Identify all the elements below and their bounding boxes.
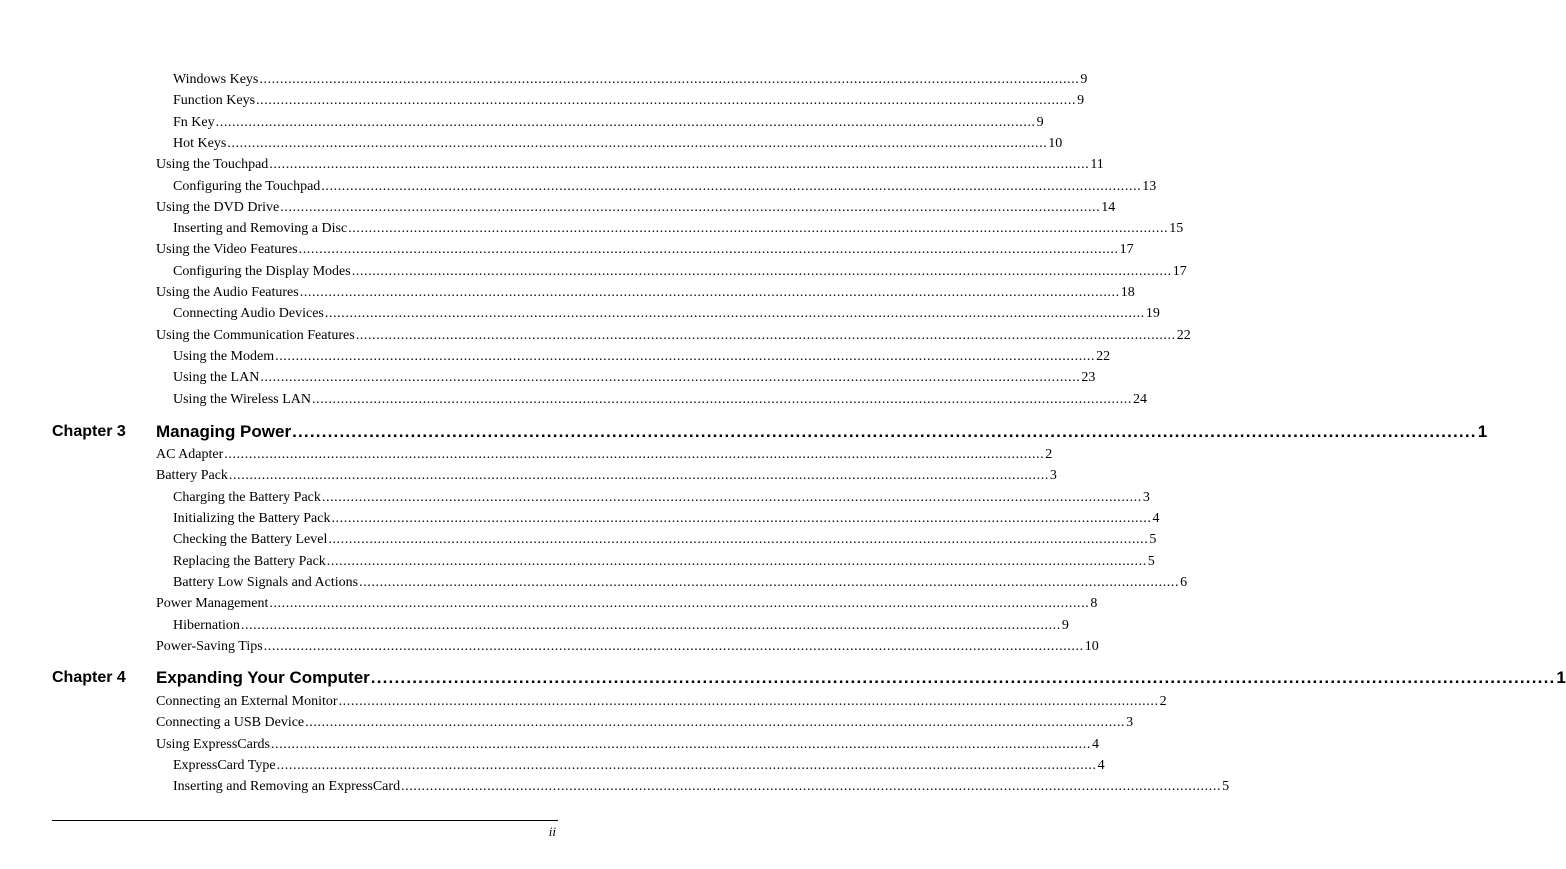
toc-entry bbox=[173, 531, 1157, 548]
toc-entry bbox=[156, 327, 1191, 344]
chapter-title: Managing Power bbox=[156, 422, 292, 441]
dot-leader: ........................................................................................................................................................................................................ bbox=[324, 306, 1145, 321]
dot-leader: ........................................................................................................................................................................................................ bbox=[401, 779, 1222, 794]
dot-leader: ........................................................................................................................................................................................................ bbox=[348, 221, 1169, 236]
footer-page-number: ii bbox=[548, 824, 556, 839]
dot-leader: ........................................................................................................................................................................................................ bbox=[328, 532, 1149, 547]
toc-entry-title: Configuring the Touchpad bbox=[173, 179, 321, 194]
toc-entry bbox=[156, 241, 1134, 258]
dot-leader: ........................................................................................................................................................................................................ bbox=[263, 639, 1084, 654]
toc-entry-title: Connecting an External Monitor bbox=[156, 694, 338, 709]
toc-entry-title: Hibernation bbox=[173, 618, 240, 633]
toc-entry bbox=[173, 617, 1069, 634]
toc-entry bbox=[173, 778, 1230, 795]
dot-leader: ........................................................................................................................................................................................................ bbox=[292, 422, 1477, 441]
toc-entry-title: Configuring the Display Modes bbox=[173, 264, 351, 279]
dot-leader: ........................................................................................................................................................................................................ bbox=[280, 200, 1101, 215]
toc-entry-page: 11 bbox=[1090, 157, 1104, 172]
toc-entry bbox=[173, 178, 1157, 195]
toc-entry bbox=[173, 220, 1184, 237]
toc-entry-page: 9 bbox=[1077, 93, 1085, 108]
toc-entry-title: Charging the Battery Pack bbox=[173, 490, 321, 505]
dot-leader: ........................................................................................................................................................................................................ bbox=[228, 468, 1049, 483]
dot-leader: ........................................................................................................................................................................................................ bbox=[259, 72, 1080, 87]
dot-leader: ........................................................................................................................................................................................................ bbox=[270, 737, 1091, 752]
dot-leader: ........................................................................................................................................................................................................ bbox=[321, 490, 1142, 505]
dot-leader: ........................................................................................................................................................................................................ bbox=[321, 179, 1142, 194]
toc-entry bbox=[173, 135, 1063, 152]
dot-leader: ........................................................................................................................................................................................................ bbox=[298, 242, 1119, 257]
toc-entry bbox=[173, 391, 1147, 408]
toc-entry bbox=[156, 693, 1167, 710]
toc-entry bbox=[156, 156, 1104, 173]
toc-entry bbox=[156, 736, 1099, 753]
dot-leader: ........................................................................................................................................................................................................ bbox=[276, 758, 1097, 773]
toc-entry-page: 4 bbox=[1097, 758, 1105, 773]
chapter-heading bbox=[156, 422, 1488, 442]
toc-entry-title: Function Keys bbox=[173, 93, 256, 108]
toc-entry bbox=[156, 199, 1116, 216]
toc-entry-title: Battery Pack bbox=[156, 468, 228, 483]
toc-entry-page: 6 bbox=[1180, 575, 1188, 590]
toc-entry-page: 4 bbox=[1152, 511, 1160, 526]
toc-entry-page: 13 bbox=[1142, 179, 1157, 194]
toc-entry bbox=[173, 92, 1085, 109]
dot-leader: ........................................................................................................................................................................................................ bbox=[256, 93, 1077, 108]
dot-leader: ........................................................................................................................................................................................................ bbox=[299, 285, 1120, 300]
toc-entry-page: 22 bbox=[1096, 349, 1111, 364]
toc-entry-title: ExpressCard Type bbox=[173, 758, 276, 773]
toc-entry-title: Hot Keys bbox=[173, 136, 227, 151]
toc-entry-title: Fn Key bbox=[173, 115, 215, 130]
toc-entry-page: 9 bbox=[1036, 115, 1044, 130]
dot-leader: ........................................................................................................................................................................................................ bbox=[224, 447, 1045, 462]
chapter-heading bbox=[156, 668, 1566, 688]
toc-entry-page: 3 bbox=[1126, 715, 1134, 730]
toc-entry-page: 5 bbox=[1222, 779, 1230, 794]
dot-leader: ........................................................................................................................................................................................................ bbox=[240, 618, 1061, 633]
dot-leader: ........................................................................................................................................................................................................ bbox=[370, 668, 1556, 687]
toc-entry-title: Connecting a USB Device bbox=[156, 715, 305, 730]
toc-entry-title: Power Management bbox=[156, 596, 269, 611]
toc-entry-title: Using the Audio Features bbox=[156, 285, 299, 300]
toc-entry bbox=[173, 553, 1155, 570]
toc-entry-page: 3 bbox=[1049, 468, 1057, 483]
dot-leader: ........................................................................................................................................................................................................ bbox=[338, 694, 1159, 709]
dot-leader: ........................................................................................................................................................................................................ bbox=[215, 115, 1036, 130]
toc-entry-page: 14 bbox=[1101, 200, 1116, 215]
chapter-page: 1 bbox=[1556, 668, 1566, 687]
toc-entry-page: 10 bbox=[1084, 639, 1099, 654]
toc-entry-title: Using the DVD Drive bbox=[156, 200, 280, 215]
toc-entry-page: 8 bbox=[1090, 596, 1098, 611]
toc-entry-page: 15 bbox=[1169, 221, 1184, 236]
toc-entry bbox=[156, 638, 1099, 655]
toc-entry bbox=[156, 446, 1053, 463]
toc-entry-title: Using ExpressCards bbox=[156, 737, 270, 752]
toc-entry bbox=[173, 305, 1160, 322]
toc-entry-page: 5 bbox=[1149, 532, 1157, 547]
toc-entry-title: Using the Video Features bbox=[156, 242, 298, 257]
toc-entry-page: 19 bbox=[1145, 306, 1160, 321]
toc-entry-page: 17 bbox=[1172, 264, 1187, 279]
toc-entry-title: Checking the Battery Level bbox=[173, 532, 328, 547]
dot-leader: ........................................................................................................................................................................................................ bbox=[355, 328, 1176, 343]
chapter-label: Chapter 4 bbox=[52, 669, 126, 686]
toc-entry-page: 18 bbox=[1120, 285, 1135, 300]
toc-entry-page: 2 bbox=[1159, 694, 1167, 709]
toc-entry-page: 9 bbox=[1080, 72, 1088, 87]
toc-entry-page: 10 bbox=[1048, 136, 1063, 151]
toc-entry bbox=[156, 595, 1098, 612]
toc-entry-title: AC Adapter bbox=[156, 447, 224, 462]
toc-entry-page: 24 bbox=[1133, 392, 1147, 407]
chapter-page: 1 bbox=[1477, 422, 1488, 441]
dot-leader: ........................................................................................................................................................................................................ bbox=[326, 554, 1147, 569]
toc-entry bbox=[173, 489, 1150, 506]
toc-entry-title: Power-Saving Tips bbox=[156, 639, 263, 654]
toc-entry bbox=[173, 574, 1188, 591]
toc-entry-title: Replacing the Battery Pack bbox=[173, 554, 326, 569]
toc-entry-page: 5 bbox=[1147, 554, 1155, 569]
toc-entry-page: 17 bbox=[1119, 242, 1134, 257]
toc-entry bbox=[156, 467, 1057, 484]
toc-entry-title: Using the Modem bbox=[173, 349, 275, 364]
toc-entry-page: 22 bbox=[1176, 328, 1191, 343]
toc-entry-title: Using the Wireless LAN bbox=[173, 392, 311, 407]
dot-leader: ........................................................................................................................................................................................................ bbox=[305, 715, 1126, 730]
toc-entry-page: 23 bbox=[1081, 370, 1096, 385]
dot-leader: ........................................................................................................................................................................................................ bbox=[351, 264, 1172, 279]
dot-leader: ........................................................................................................................................................................................................ bbox=[359, 575, 1180, 590]
toc-entry-title: Using the Communication Features bbox=[156, 328, 355, 343]
toc-entry bbox=[156, 714, 1134, 731]
toc-entry bbox=[173, 369, 1096, 386]
toc-entry bbox=[173, 71, 1088, 88]
footer-rule bbox=[52, 820, 558, 821]
toc-entry-title: Windows Keys bbox=[173, 72, 259, 87]
dot-leader: ........................................................................................................................................................................................................ bbox=[227, 136, 1048, 151]
toc-entry bbox=[156, 284, 1135, 301]
toc-entry bbox=[173, 757, 1105, 774]
toc-entry-title: Inserting and Removing a Disc bbox=[173, 221, 348, 236]
dot-leader: ........................................................................................................................................................................................................ bbox=[269, 596, 1090, 611]
toc-entry bbox=[173, 510, 1160, 527]
toc-entry-page: 2 bbox=[1045, 447, 1053, 462]
toc-entry-page: 3 bbox=[1142, 490, 1150, 505]
toc-entry-title: Using the LAN bbox=[173, 370, 260, 385]
chapter-label: Chapter 3 bbox=[52, 423, 126, 440]
toc-entry bbox=[173, 348, 1111, 365]
toc-entry-title: Using the Touchpad bbox=[156, 157, 269, 172]
toc-entry-title: Inserting and Removing an ExpressCard bbox=[173, 779, 401, 794]
dot-leader: ........................................................................................................................................................................................................ bbox=[312, 392, 1132, 407]
toc-entry bbox=[173, 263, 1187, 280]
dot-leader: ........................................................................................................................................................................................................ bbox=[269, 157, 1090, 172]
toc-entry-title: Battery Low Signals and Actions bbox=[173, 575, 359, 590]
toc-entry-page: 4 bbox=[1091, 737, 1099, 752]
chapter-title: Expanding Your Computer bbox=[156, 668, 370, 687]
toc-entry-page: 9 bbox=[1061, 618, 1069, 633]
dot-leader: ........................................................................................................................................................................................................ bbox=[260, 370, 1081, 385]
dot-leader: ........................................................................................................................................................................................................ bbox=[331, 511, 1152, 526]
toc-entry-title: Initializing the Battery Pack bbox=[173, 511, 331, 526]
toc-entry bbox=[173, 114, 1044, 131]
toc-entry-title: Connecting Audio Devices bbox=[173, 306, 324, 321]
dot-leader: ........................................................................................................................................................................................................ bbox=[275, 349, 1096, 364]
